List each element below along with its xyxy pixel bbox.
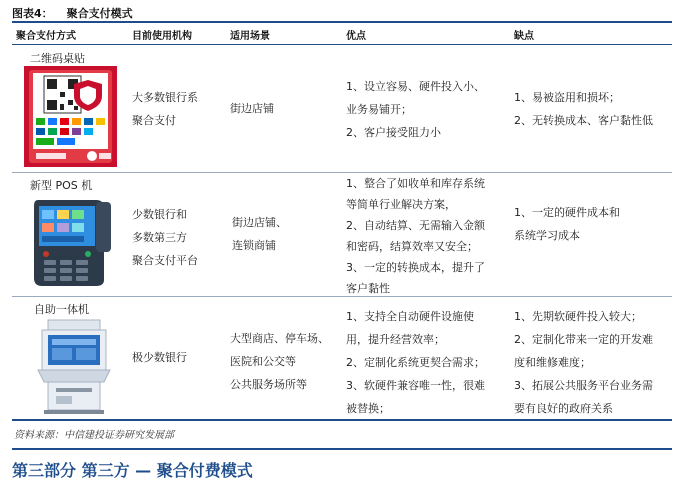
header-scenario: 适用场景 — [230, 31, 270, 42]
cons-pos: 1、一定的硬件成本和 系统学习成本 — [514, 206, 620, 242]
scenario-qr: 街边店铺 — [230, 102, 274, 115]
pros-qr: 1、设立容易、硬件投入小、 业务易铺开； 2、客户接受阻力小 — [346, 80, 485, 139]
method-name-kiosk: 自助一体机 — [34, 303, 89, 316]
pros-pos: 1、整合了如收单和库存系统 等简单行业解决方案， 2、自动结算、无需输入金额 和密码，结算效率又安全； 3、一定的转换成本，提升了 客户黏性 — [346, 177, 485, 295]
institution-pos: 少数银行和 多数第三方 聚合支付平台 — [132, 208, 198, 267]
method-name-pos: 新型 POS 机 — [30, 179, 93, 192]
next-section-heading: 第三部分 第三方 — 聚合付费模式 — [12, 461, 253, 480]
header-institution: 目前使用机构 — [132, 31, 192, 42]
cons-kiosk: 1、先期软硬件投入较大； 2、定制化带来一定的开发难 度和维修难度； 3、拓展公共服务平台业务需 要有良好的政府关系 — [514, 310, 653, 415]
scenario-kiosk: 大型商店、停车场、 医院和公交等 公共服务场所等 — [230, 332, 329, 391]
section-rule — [12, 448, 672, 450]
header-cons: 缺点 — [514, 31, 534, 42]
top-rule — [12, 21, 672, 23]
qr-sticker-image — [24, 66, 117, 167]
institution-qr: 大多数银行系 聚合支付 — [132, 91, 198, 127]
figure-number: 图表4： — [12, 7, 53, 20]
header-method: 聚合支付方式 — [16, 31, 76, 42]
pros-kiosk: 1、支持全自动硬件设施使 用，提升经营效率； 2、定制化系统更契合需求； 3、软硬件兼容唯一性，很难 被替换； — [346, 310, 485, 415]
method-name-qr: 二维码桌贴 — [30, 52, 85, 65]
row-separator — [12, 296, 672, 297]
source-note: 资料来源：中信建投证券研究发展部 — [14, 430, 174, 441]
row-separator — [12, 172, 672, 173]
pos-terminal-image — [30, 194, 115, 288]
scenario-pos: 街边店铺、 连锁商铺 — [232, 216, 287, 252]
bottom-rule — [12, 419, 672, 421]
kiosk-image — [34, 318, 114, 414]
header-rule — [12, 44, 672, 45]
cons-qr: 1、易被盗用和损坏； 2、无转换成本、客户黏性低 — [514, 91, 653, 127]
header-pros: 优点 — [346, 31, 366, 42]
institution-kiosk: 极少数银行 — [132, 351, 187, 364]
figure-caption: 聚合支付模式 — [66, 7, 133, 20]
figure-title — [12, 5, 133, 21]
